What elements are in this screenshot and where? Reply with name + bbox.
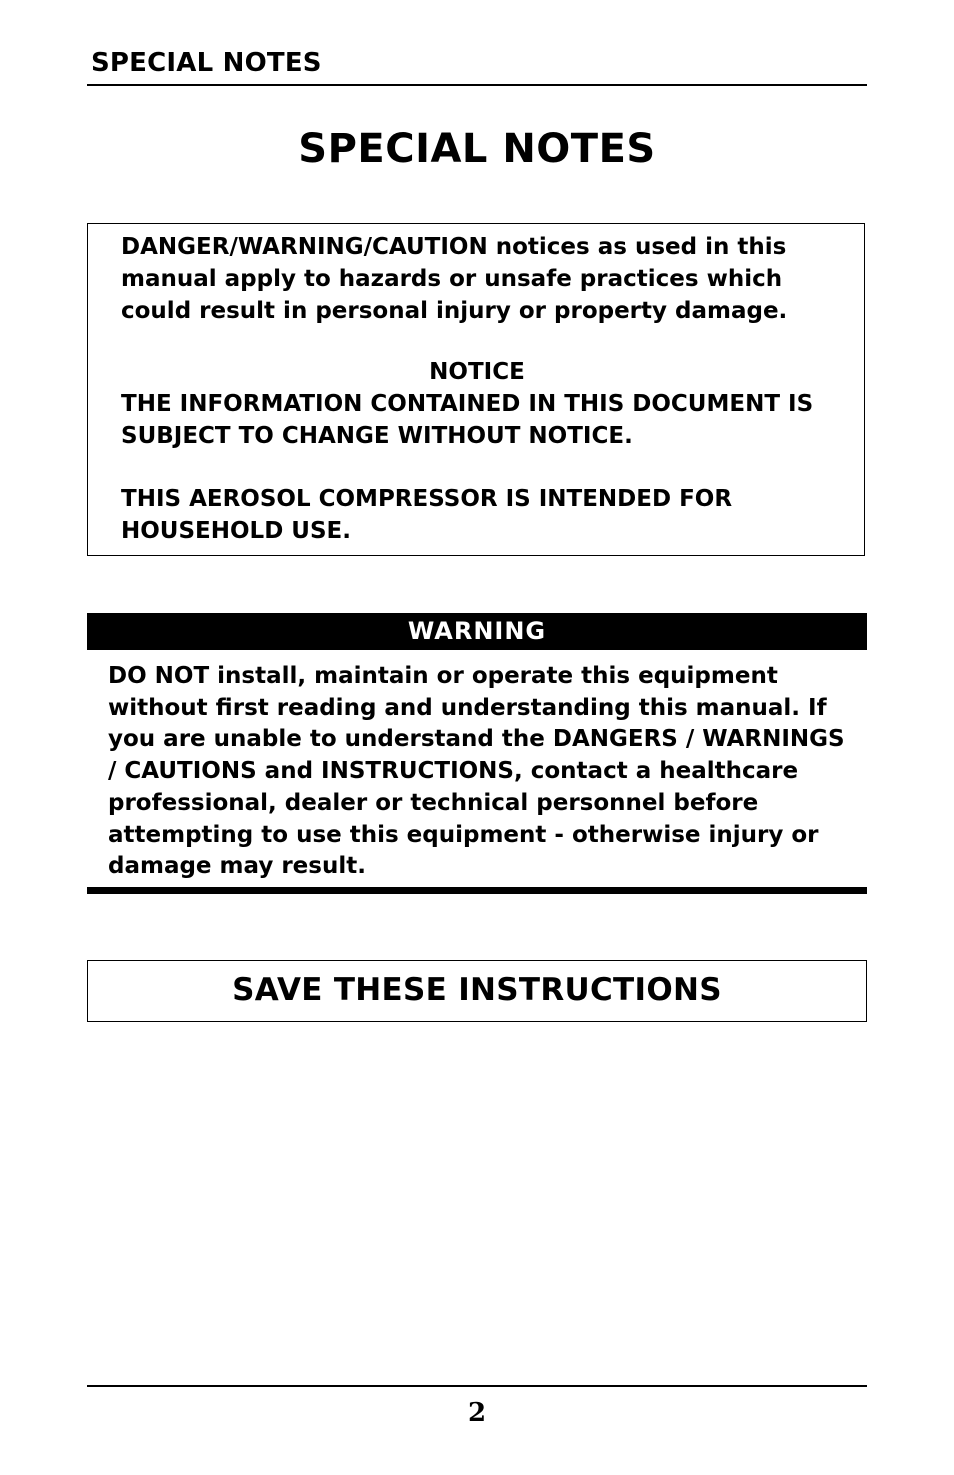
warning-text-2: and (256, 758, 322, 785)
warning-body (108, 661, 858, 883)
notice-intro-rest: notices as used in this manual apply to hazards or unsafe practices which could result in personal injury or property damage. (121, 234, 788, 324)
warning-rule (87, 887, 867, 894)
notice-intro (121, 231, 851, 327)
warning-do-not: DO NOT (108, 663, 210, 689)
warning-text-1: install, maintain or operate this equipment without first reading and understanding this manual. If you are unable to understand the (108, 663, 827, 753)
notice-heading: NOTICE (429, 359, 525, 385)
running-header: SPECIAL NOTES (91, 48, 322, 78)
footer-rule (87, 1385, 867, 1387)
notice-intro-lead: DANGER/WARNING/CAUTION (121, 234, 488, 260)
warning-heading: WARNING (87, 613, 867, 650)
header-rule (87, 84, 867, 86)
change-notice: THE INFORMATION CONTAINED IN THIS DOCUMENT IS SUBJECT TO CHANGE WITHOUT NOTICE. (121, 391, 814, 449)
warning-dangers: DANGERS / WARNINGS / CAUTIONS (108, 726, 845, 785)
notice-box (87, 223, 865, 556)
warning-instructions: INSTRUCTIONS (321, 758, 514, 785)
household-use-notice: THIS AEROSOL COMPRESSOR IS INTENDED FOR HOUSEHOLD USE. (121, 486, 733, 544)
save-instructions-box: SAVE THESE INSTRUCTIONS (87, 960, 867, 1022)
page-number: 2 (467, 1398, 487, 1428)
page-title: SPECIAL NOTES (298, 126, 656, 172)
warning-text-3: , contact a healthcare professional, dealer or technical personnel before attempting to use this equipment - otherwise injury or damage may result. (108, 758, 819, 880)
